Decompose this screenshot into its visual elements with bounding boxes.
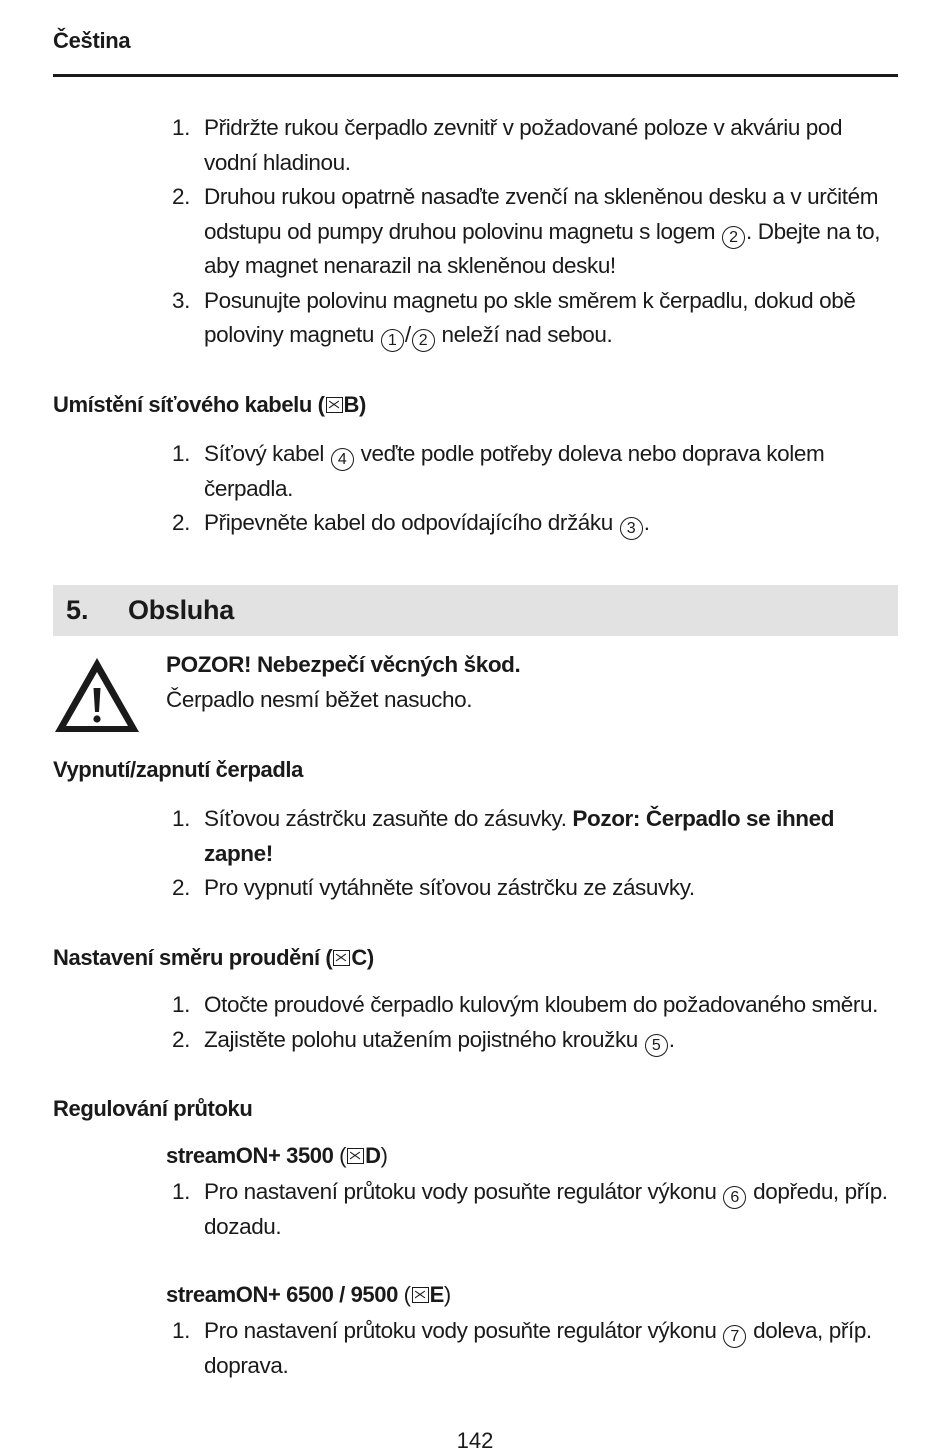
list-item	[172, 111, 894, 180]
step-number: 2.	[172, 184, 190, 209]
list-item	[172, 284, 894, 353]
model-a-subheading	[166, 1143, 388, 1169]
step-text: Přidržte rukou čerpadlo zevnitř v požadované poloze v akváriu pod vodní hladinou.	[204, 115, 843, 175]
step-text: Síťový kabel	[204, 441, 324, 466]
model-a-steps	[0, 1175, 950, 1244]
separator: /	[404, 322, 411, 347]
model-name: streamON+ 6500 / 9500	[166, 1282, 398, 1307]
step-text: Otočte proudové čerpadlo kulovým kloubem do požadovaného směru.	[204, 992, 878, 1017]
step-number: 2.	[172, 1026, 190, 1052]
warning-triangle-icon	[53, 655, 141, 735]
step-warning-text: Pozor: Čerpadlo se ihned zapne!	[204, 806, 835, 866]
step-number: 3.	[172, 287, 190, 313]
step-text: veďte podle potřeby doleva nebo doprava kolem čerpadla.	[204, 441, 825, 501]
step-text: Posunujte polovinu magnetu po skle směrem k čerpadlu, dokud obě poloviny magnetu	[204, 287, 856, 347]
list-item	[172, 1175, 894, 1244]
magnet-steps	[0, 111, 950, 353]
step-number: 1.	[172, 992, 190, 1017]
step-text: dopředu, příp. dozadu.	[204, 1179, 888, 1239]
list-item	[172, 180, 894, 284]
figure-ref-icon	[412, 1287, 429, 1303]
circled-number-ref: 1	[381, 329, 404, 352]
step-text: Síťovou zástrčku zasuňte do zásuvky.	[204, 806, 573, 831]
circled-number-ref: 5	[645, 1034, 668, 1057]
heading-text: )	[366, 945, 374, 970]
paren: )	[443, 1282, 451, 1307]
step-number: 1.	[172, 1179, 190, 1204]
figure-ref-icon	[326, 397, 343, 413]
warning-text: Čerpadlo nesmí běžet nasucho.	[166, 687, 473, 712]
cable-steps	[0, 437, 950, 541]
paren: )	[380, 1143, 388, 1168]
figure-ref-icon	[347, 1148, 364, 1164]
step-text: Pro vypnutí vytáhněte síťovou zástrčku ze zásuvky.	[204, 875, 695, 900]
warning-title: POZOR! Nebezpečí věcných škod.	[166, 652, 521, 677]
flow-heading: Regulování průtoku	[53, 1096, 253, 1121]
figure-ref-icon	[333, 950, 350, 966]
step-text: Druhou rukou opatrně nasaďte zvenčí na skleněnou desku a v určitém odstupu od pumpy druhou polovinu magnetu s logem	[204, 184, 879, 244]
section-number: 5.	[66, 595, 89, 625]
switch-heading: Vypnutí/zapnutí čerpadla	[53, 757, 303, 782]
step-text: neleží nad sebou.	[441, 322, 613, 347]
list-item	[172, 437, 894, 506]
list-item	[172, 988, 894, 1023]
heading-text: Umístění síťového kabelu (	[53, 392, 325, 417]
step-number: 1.	[172, 1318, 190, 1343]
list-item	[172, 506, 894, 541]
step-text: Zajistěte polohu utažením pojistného kroužku	[204, 1026, 638, 1052]
figure-ref-letter: E	[429, 1282, 444, 1307]
list-item	[172, 871, 894, 906]
figure-ref-letter: D	[365, 1143, 381, 1168]
step-text: Připevněte kabel do odpovídajícího držáku	[204, 510, 613, 535]
section-title: Obsluha	[128, 595, 234, 625]
paren: (	[397, 1282, 411, 1307]
heading-text: )	[359, 392, 366, 417]
circled-number-ref: 7	[723, 1325, 746, 1348]
step-number: 1.	[172, 441, 190, 466]
figure-ref-letter: C	[351, 945, 367, 970]
step-number: 1.	[172, 806, 190, 831]
section-header	[53, 585, 898, 636]
list-item	[172, 1314, 894, 1383]
list-item	[172, 1023, 894, 1058]
direction-heading	[53, 945, 374, 971]
step-text: Pro nastavení průtoku vody posuňte regulátor výkonu	[204, 1318, 717, 1343]
circled-number-ref: 3	[620, 517, 643, 540]
step-number: 1.	[172, 115, 190, 140]
cable-heading	[53, 392, 366, 418]
circled-number-ref: 4	[331, 448, 354, 471]
model-b-steps	[0, 1314, 950, 1383]
circled-number-ref: 2	[412, 329, 435, 352]
model-b-subheading	[166, 1282, 451, 1308]
step-text: .	[643, 510, 650, 535]
circled-number-ref: 2	[722, 226, 745, 249]
list-item	[172, 802, 894, 871]
step-text: doleva, příp. doprava.	[204, 1318, 872, 1378]
heading-text: Nastavení směru proudění (	[53, 945, 333, 970]
step-text: .	[668, 1026, 675, 1052]
header-rule	[53, 74, 898, 77]
circled-number-ref: 6	[723, 1186, 746, 1209]
page-number: 142	[456, 1428, 494, 1453]
step-number: 2.	[172, 875, 190, 900]
language-header: Čeština	[53, 28, 131, 53]
figure-ref-letter: B	[343, 392, 360, 417]
switch-steps	[0, 802, 950, 906]
paren: (	[333, 1143, 347, 1168]
direction-steps	[0, 988, 950, 1057]
step-text: Pro nastavení průtoku vody posuňte regulátor výkonu	[204, 1179, 717, 1204]
model-name: streamON+ 3500	[166, 1143, 334, 1168]
step-text: . Dbejte na to, aby magnet nenarazil na skleněnou desku!	[204, 218, 881, 278]
step-number: 2.	[172, 510, 190, 535]
